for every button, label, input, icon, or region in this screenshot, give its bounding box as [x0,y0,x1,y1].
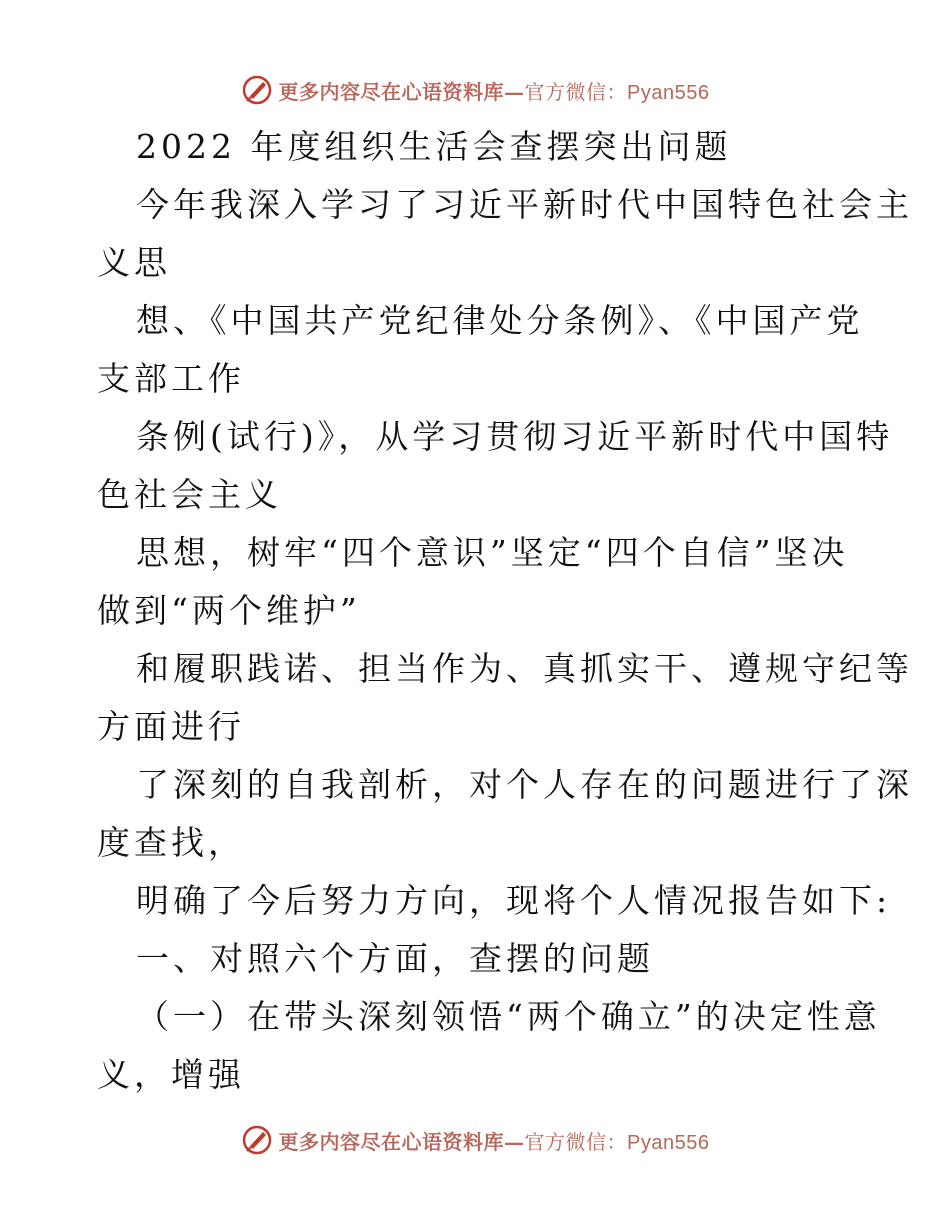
header-watermark [0,70,950,110]
doc-line: 和履职践诺、担当作为、真抓实干、遵规守纪等 [136,649,913,688]
watermark-text-main: 更多内容尽在心语资料库— [278,79,525,104]
watermark-text-wechat: 官方微信：Pyan556 [524,1131,710,1154]
watermark-text [279,76,710,105]
document-body [97,118,913,1104]
doc-line: 方面进行 [97,707,245,746]
doc-line: 思想，树牢“四个意识”坚定“四个自信”坚决 [136,533,849,572]
watermark-text-main: 更多内容尽在心语资料库— [278,1129,525,1154]
doc-line: 支部工作 [97,359,245,398]
doc-line: 了深刻的自我剖析，对个人存在的问题进行了深 [136,765,913,804]
doc-line: 条例(试行)》，从学习贯彻习近平新时代中国特 [136,417,894,456]
doc-line: 今年我深入学习了习近平新时代中国特色社会主 [136,185,913,224]
watermark-logo-icon [241,74,273,106]
watermark-text-wechat: 官方微信：Pyan556 [524,81,710,104]
watermark-logo-icon [241,1124,273,1156]
doc-line: 2022 年度组织生活会查摆突出问题 [136,127,732,166]
doc-line: 明确了今后努力方向，现将个人情况报告如下: [136,881,892,920]
doc-line: 度查找， [97,823,245,862]
footer-watermark [0,1120,950,1160]
doc-line: 色社会主义 [97,475,282,514]
doc-line: 做到“两个维护” [97,591,361,630]
doc-line: （一）在带头深刻领悟“两个确立”的决定性意 [136,997,881,1036]
watermark-text [279,1126,710,1155]
doc-line: 义思 [97,243,171,282]
doc-line: 义，增强 [97,1055,245,1094]
doc-line: 一、对照六个方面，查摆的问题 [136,939,654,978]
doc-line: 想、《中国共产党纪律处分条例》、《中国产党 [136,301,864,340]
